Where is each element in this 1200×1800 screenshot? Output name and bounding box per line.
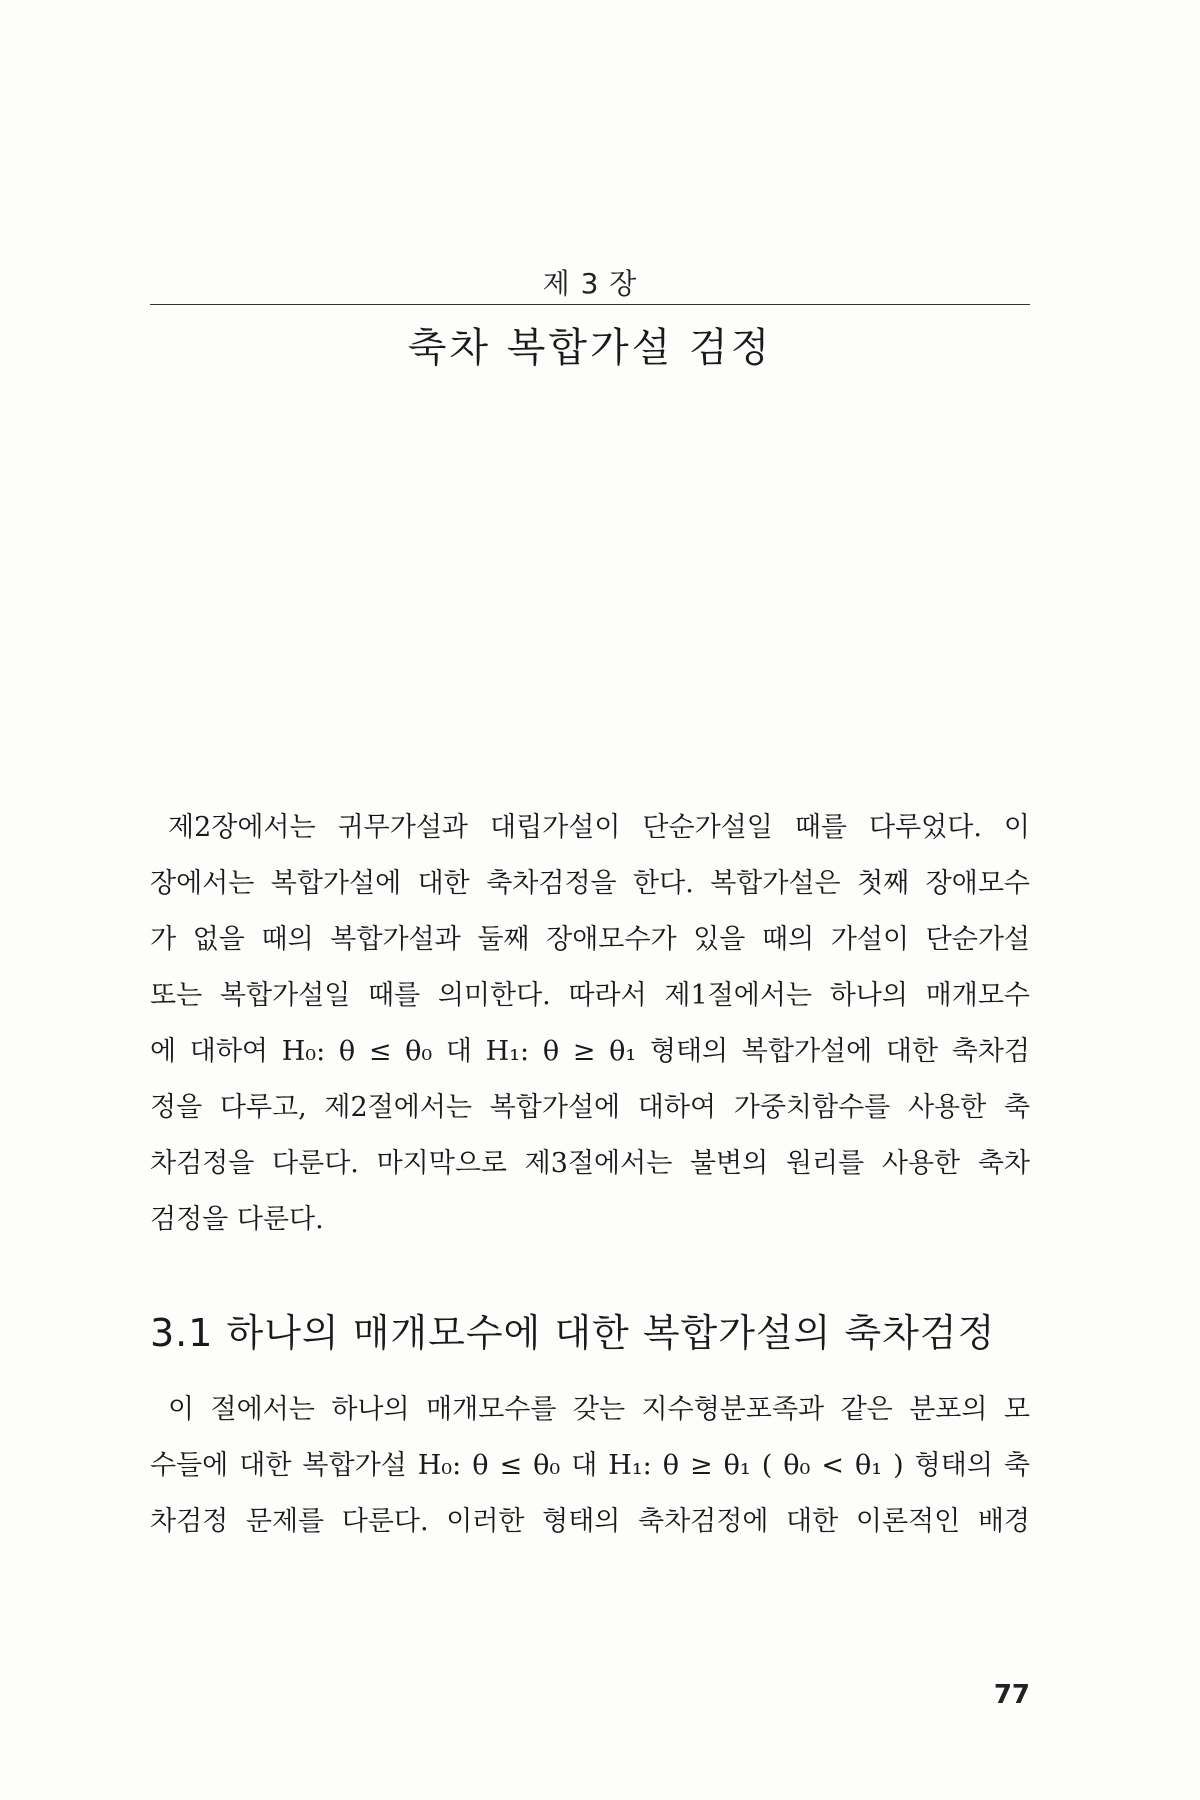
intro-line: 가 없을 때의 복합가설과 둘째 장애모수가 있을 때의 가설이 단순가설 — [150, 924, 1030, 955]
section-line: 이 절에서는 하나의 매개모수를 갖는 지수형분포족과 같은 분포의 모 — [168, 1394, 1030, 1425]
section-line: 차검정 문제를 다룬다. 이러한 형태의 축차검정에 대한 이론적인 배경 — [150, 1506, 1030, 1537]
chapter-divider — [150, 304, 1030, 305]
intro-line: 장에서는 복합가설에 대한 축차검정을 한다. 복합가설은 첫째 장애모수 — [150, 868, 1030, 899]
chapter-title: 축차 복합가설 검정 — [407, 325, 773, 371]
section-line: 수들에 대한 복합가설 H₀: θ ≤ θ₀ 대 H₁: θ ≥ θ₁ ( θ₀ < θ₁ ) 형태의 축 — [150, 1450, 1030, 1481]
intro-line: 정을 다루고, 제2절에서는 복합가설에 대하여 가중치함수를 사용한 축 — [150, 1092, 1030, 1123]
section-heading: 3.1 하나의 매개모수에 대한 복합가설의 축차검정 — [150, 1311, 996, 1355]
intro-line: 또는 복합가설일 때를 의미한다. 따라서 제1절에서는 하나의 매개모수 — [150, 980, 1030, 1011]
page-number: 77 — [993, 1680, 1030, 1710]
section-paragraph — [150, 1382, 1030, 1550]
chapter-label: 제 3 장 — [542, 267, 638, 300]
intro-line: 검정을 다룬다. — [150, 1204, 324, 1235]
intro-paragraph — [150, 800, 1030, 1248]
intro-line: 차검정을 다룬다. 마지막으로 제3절에서는 불변의 원리를 사용한 축차 — [150, 1148, 1030, 1179]
intro-line: 제2장에서는 귀무가설과 대립가설이 단순가설일 때를 다루었다. 이 — [168, 812, 1030, 843]
intro-line: 에 대하여 H₀: θ ≤ θ₀ 대 H₁: θ ≥ θ₁ 형태의 복합가설에 대한 축차검 — [150, 1036, 1030, 1067]
